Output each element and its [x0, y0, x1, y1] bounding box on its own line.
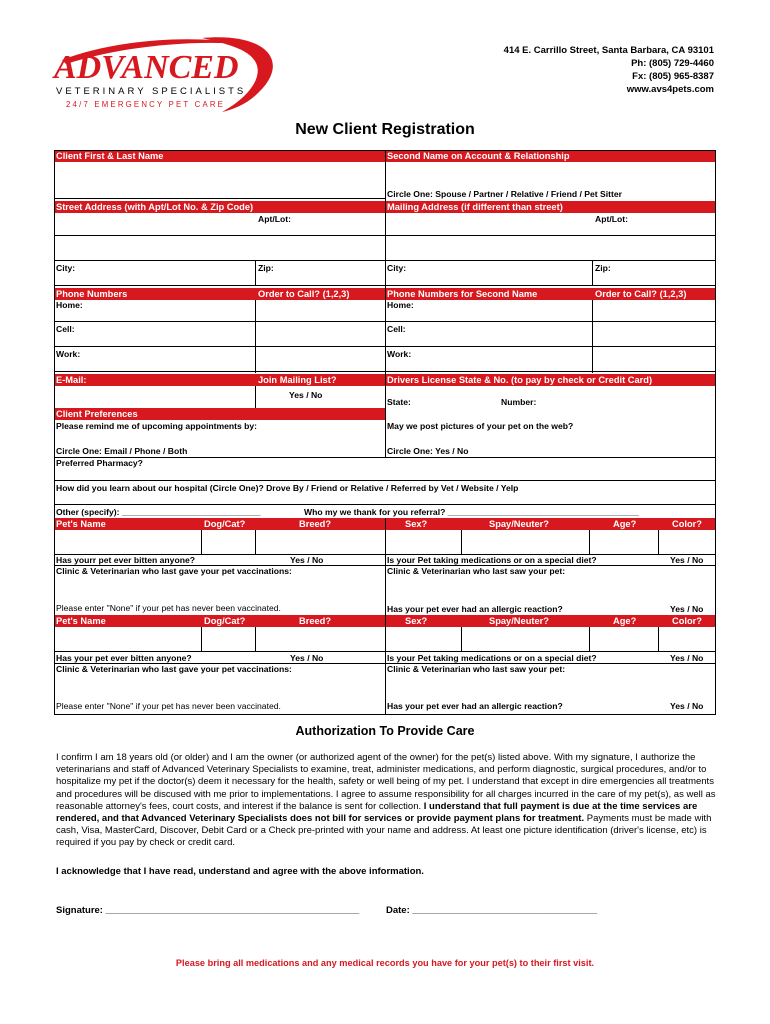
- pet2-header-left: [54, 615, 385, 627]
- clinic-contact: [504, 44, 714, 96]
- preferred-pharmacy-label: Preferred Pharmacy?: [56, 458, 143, 468]
- pet1-bitten-label: Has yourr pet ever bitten anyone?: [56, 555, 195, 565]
- pet2-vaccination-vet-label: Clinic & Veterinarian who last gave your pet vaccinations:: [56, 664, 292, 674]
- pet2-dogcat-col: Dog/Cat?: [204, 616, 246, 626]
- second-phone-header: [385, 288, 716, 300]
- pet2-none-note: Please enter "None" if your pet has never been vaccinated.: [56, 701, 281, 711]
- phone-numbers-label: Phone Numbers: [56, 289, 128, 299]
- pet1-bitten-yes-no[interactable]: Yes / No: [290, 555, 324, 565]
- city-label: City:: [56, 263, 76, 273]
- post-pictures-options[interactable]: Circle One: Yes / No: [387, 446, 469, 456]
- mailing-list-yes-no[interactable]: Yes / No: [289, 390, 323, 400]
- pet2-allergic-yes-no[interactable]: Yes / No: [670, 701, 704, 711]
- clinic-fax: Fx: (805) 965-8387: [632, 71, 714, 82]
- home-phone-label: Home:: [56, 300, 83, 310]
- second-name-header: Second Name on Account & Relationship: [385, 150, 716, 162]
- street-address-field[interactable]: [54, 226, 385, 258]
- pet2-color-col: Color?: [672, 616, 702, 626]
- post-pictures-label: May we post pictures of your pet on the web?: [387, 421, 574, 431]
- client-preferences-header: Client Preferences: [54, 408, 385, 420]
- second-phone-label: Phone Numbers for Second Name: [387, 289, 538, 299]
- clinic-address: 414 E. Carrillo Street, Santa Barbara, CA 93101: [503, 45, 714, 56]
- authorization-text: [56, 752, 718, 850]
- cell-phone-label: Cell:: [56, 324, 75, 334]
- pet1-sex-col: Sex?: [405, 519, 428, 529]
- logo-swoosh: [52, 34, 292, 114]
- logo-tagline-1: VETERINARY SPECIALISTS: [56, 86, 247, 97]
- pet2-allergic-label: Has your pet ever had an allergic reaction?: [387, 701, 563, 711]
- pet1-header-right: [385, 518, 716, 530]
- date-field[interactable]: Date: ___________________________________: [386, 905, 598, 916]
- pet1-spay-col: Spay/Neuter?: [489, 519, 549, 529]
- pet2-medications-label: Is your Pet taking medications or on a special diet?: [387, 653, 597, 663]
- zip-label: Zip:: [258, 263, 274, 273]
- pet2-medications-yes-no[interactable]: Yes / No: [670, 653, 704, 663]
- pet1-name-col: Pet's Name: [56, 519, 106, 529]
- mailing-zip-label: Zip:: [595, 263, 611, 273]
- second-home-phone-label: Home:: [387, 300, 414, 310]
- pet1-medications-label: Is your Pet taking medications or on a special diet?: [387, 555, 597, 565]
- logo: [52, 34, 292, 114]
- pet1-last-vet-label: Clinic & Veterinarian who last saw your pet:: [387, 566, 566, 576]
- logo-wordmark: ADVANCED: [54, 49, 239, 86]
- pet2-breed-col: Breed?: [299, 616, 332, 626]
- license-state-label: State:: [387, 397, 411, 407]
- pet1-vaccination-vet-label: Clinic & Veterinarian who last gave your pet vaccinations:: [56, 566, 292, 576]
- footer-note: Please bring all medications and any medical records you have for your pet(s) to their first visit.: [175, 958, 595, 968]
- pet2-age-col: Age?: [613, 616, 637, 626]
- pet1-medications-yes-no[interactable]: Yes / No: [670, 555, 704, 565]
- pet2-bitten-yes-no[interactable]: Yes / No: [290, 653, 324, 663]
- pet2-last-vet-label: Clinic & Veterinarian who last saw your pet:: [387, 664, 566, 674]
- license-number-label: Number:: [501, 397, 537, 407]
- mailing-address-header: Mailing Address (if different than street): [385, 201, 716, 213]
- pet2-bitten-label: Has your pet ever bitten anyone?: [56, 653, 192, 663]
- logo-tagline-2: 24/7 EMERGENCY PET CARE: [66, 100, 226, 109]
- work-phone-label: Work:: [56, 349, 81, 359]
- other-specify-label[interactable]: Other (specify): _____________________________: [56, 507, 261, 517]
- acknowledgement: I acknowledge that I have read, understand and agree with the above information.: [56, 866, 424, 877]
- pet2-spay-col: Spay/Neuter?: [489, 616, 549, 626]
- pet1-allergic-yes-no[interactable]: Yes / No: [670, 604, 704, 614]
- how-learn-label[interactable]: How did you learn about our hospital (Circle One)? Drove By / Friend or Relative / Referred by Vet / Website / Yelp: [56, 483, 519, 493]
- authorization-paragraph-1: I confirm I am 18 years old (or older) and I am the owner (or authorized agent of the owner) for the pet(s) listed above. With my signature, I authorize the veterinarians and staff of Advanced Veterinary Specialists to examine, treat, administer medications, and perform diagnostic, surgical procedures, and/or to hospitalize my pet if the doctor(s) deem it necessary for the health, safety or well being of my pet. I understand that except in dire emergencies all treatments and procedures will be discused with me prior to implementations. I agree to assume responsibility for all charges incurred in the care of my pet(s), as well as reasonable attorney's fees, court costs, and interest if the balance is sent for collection.: [56, 752, 716, 812]
- drivers-license-header: Drivers License State & No. (to pay by check or Credit Card): [385, 374, 716, 386]
- email-header: [54, 374, 385, 386]
- street-address-header: Street Address (with Apt/Lot No. & Zip Code): [54, 201, 385, 213]
- pet2-name-col: Pet's Name: [56, 616, 106, 626]
- second-cell-phone-label: Cell:: [387, 324, 406, 334]
- phone-numbers-header: [54, 288, 385, 300]
- second-order-to-call-label: Order to Call? (1,2,3): [595, 289, 687, 299]
- email-label: E-Mail:: [56, 375, 87, 385]
- payment-methods-text: Payments must be made with cash, Visa, MasterCard, Discover, Debit Card or a Check pre-printed with your name and address. At least one picture identification (driver's license, etc) is required if you pay by check or credit card.: [56, 813, 712, 849]
- join-mailing-label: Join Mailing List?: [258, 375, 337, 385]
- pet1-dogcat-col: Dog/Cat?: [204, 519, 246, 529]
- form-left-column: [54, 150, 385, 715]
- order-to-call-label: Order to Call? (1,2,3): [258, 289, 350, 299]
- pet1-age-col: Age?: [613, 519, 637, 529]
- second-work-phone-label: Work:: [387, 349, 412, 359]
- apt-lot-label: Apt/Lot:: [258, 214, 291, 224]
- registration-form: [54, 150, 716, 715]
- remind-me-label: Please remind me of upcoming appointments by:: [56, 421, 258, 431]
- clinic-website[interactable]: www.avs4pets.com: [626, 84, 714, 95]
- pet2-sex-col: Sex?: [405, 616, 428, 626]
- page-title: New Client Registration: [295, 121, 475, 138]
- contact-method-options[interactable]: Circle One: Email / Phone / Both: [56, 446, 188, 456]
- pet1-none-note: Please enter "None" if your pet has never been vaccinated.: [56, 603, 281, 613]
- mailing-address-field[interactable]: [385, 226, 716, 258]
- form-right-column: [385, 150, 716, 715]
- pet2-header-right: [385, 615, 716, 627]
- client-name-field[interactable]: [54, 162, 385, 198]
- authorization-title: Authorization To Provide Care: [295, 724, 475, 738]
- mailing-apt-lot-label: Apt/Lot:: [595, 214, 628, 224]
- signature-field[interactable]: Signature: ________________________________________________: [56, 905, 360, 916]
- second-name-field[interactable]: [385, 162, 716, 187]
- mailing-city-label: City:: [387, 263, 407, 273]
- relationship-options[interactable]: Circle One: Spouse / Partner / Relative / Friend / Pet Sitter: [387, 189, 622, 199]
- payment-policy-bold: I understand that full payment is due at the time services are rendered, and that Advanced Veterinary Specialists does not bill for services or provide payment plans for treatment.: [56, 800, 698, 825]
- pet1-color-col: Color?: [672, 519, 702, 529]
- pet1-allergic-label: Has your pet ever had an allergic reaction?: [387, 604, 563, 614]
- referral-thanks-label[interactable]: Who my we thank for you referral? ________________________________________: [304, 507, 639, 517]
- client-name-header: Client First & Last Name: [54, 150, 385, 162]
- pet1-breed-col: Breed?: [299, 519, 332, 529]
- clinic-phone: Ph: (805) 729-4460: [631, 58, 714, 69]
- pet1-header-left: [54, 518, 385, 530]
